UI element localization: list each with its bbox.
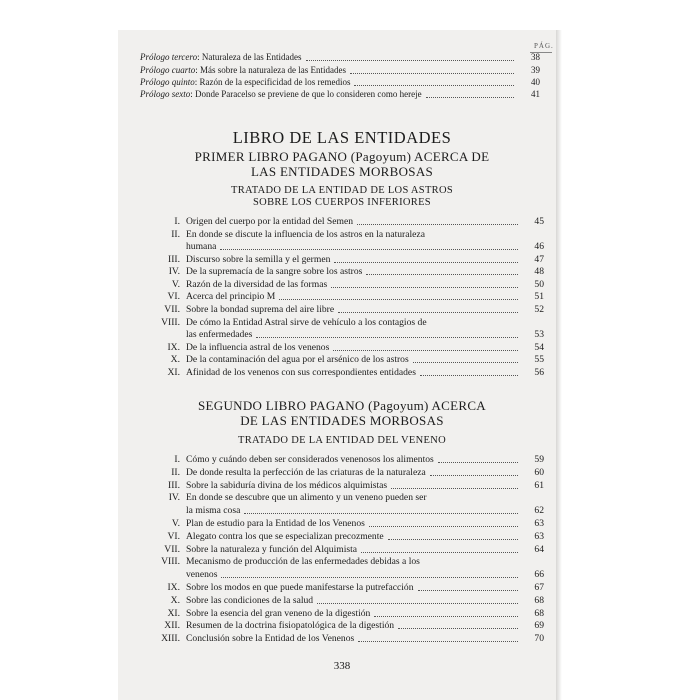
chapter-title: Resumen de la doctrina fisiopatológica de la digestión: [186, 620, 395, 632]
prologue-label: Prólogo tercero: [140, 52, 198, 62]
chapter-row: [140, 569, 544, 581]
leader-dots: [317, 603, 518, 604]
chapter-numeral: IV.: [168, 492, 180, 504]
page-column-label: PÁG.: [534, 42, 554, 50]
prologue-title: [140, 77, 350, 88]
chapter-page-number: 70: [534, 633, 544, 645]
prologue-label: Prólogo cuarto: [140, 65, 196, 75]
chapter-title: Discurso sobre la semilla y el germen: [186, 253, 331, 265]
chapter-page-number: 66: [534, 569, 544, 581]
prologue-text: : Razón de la especificidad de los remedios: [194, 77, 351, 87]
chapter-page-number: 63: [534, 530, 544, 542]
page-edge-shadow: [556, 30, 562, 700]
leader-dots: [391, 488, 518, 489]
chapter-title: De donde resulta la perfección de las criaturas de la naturaleza: [186, 466, 426, 478]
leader-dots: [374, 616, 518, 617]
chapter-row: [140, 454, 544, 466]
chapter-title: venenos: [186, 569, 218, 581]
prologue-label: Prólogo quinto: [140, 77, 195, 87]
chapter-row: [140, 544, 544, 556]
chapter-row: [140, 556, 544, 568]
chapter-row: [140, 467, 544, 479]
chapter-row: [140, 518, 544, 530]
chapter-title: Sobre las condiciones de la salud: [186, 594, 314, 606]
chapter-page-number: 60: [534, 466, 544, 478]
chapter-title: Sobre los modos en que puede manifestarse la putrefacción: [186, 582, 414, 593]
chapter-numeral: III.: [168, 253, 180, 265]
chapter-numeral: V.: [171, 278, 180, 290]
leader-dots: [398, 628, 518, 629]
chapter-title: Origen del cuerpo por la entidad del Semen: [186, 216, 354, 227]
chapter-page-number: 61: [534, 479, 544, 491]
chapter-numeral: X.: [170, 354, 180, 366]
chapter-numeral: IX.: [167, 582, 180, 593]
chapter-numeral: XI.: [167, 607, 180, 619]
chapter-page-number: 47: [534, 253, 544, 265]
chapter-title: Cómo y cuándo deben ser considerados venenosos los alimentos: [186, 454, 434, 465]
chapter-title: Conclusión sobre la Entidad de los Venenos: [186, 633, 355, 645]
page-number: 338: [333, 660, 351, 672]
chapter-page-number: 63: [534, 518, 544, 529]
chapter-row: [140, 329, 544, 341]
chapter-title: las enfermedades: [186, 329, 253, 340]
chapter-row: [140, 633, 544, 645]
prologue-page-number: 41: [531, 89, 540, 99]
chapter-row: [140, 317, 544, 329]
chapter-numeral: II.: [171, 466, 180, 478]
chapter-title: humana: [186, 241, 217, 252]
prologue-label: Prólogo sexto: [140, 89, 191, 99]
prologue-page-number: 38: [531, 52, 540, 62]
chapter-page-number: 46: [534, 241, 544, 252]
leader-dots: [369, 526, 518, 527]
chapter-numeral: VIII.: [161, 556, 180, 568]
leader-dots: [279, 299, 518, 300]
part2-title-line2: DE LAS ENTIDADES MORBOSAS: [240, 413, 444, 428]
chapter-title: Sobre la naturaleza y función del Alquimista: [186, 543, 358, 555]
chapter-numeral: XI.: [167, 366, 180, 378]
chapter-numeral: III.: [168, 479, 180, 491]
chapter-page-number: 48: [534, 266, 544, 278]
leader-dots: [413, 362, 518, 363]
leader-dots: [338, 312, 518, 313]
chapter-page-number: 64: [534, 543, 544, 555]
chapter-title: En donde se descubre que un alimento y un veneno pueden ser: [186, 492, 427, 504]
chapter-row: [140, 595, 544, 607]
chapter-title: Acerca del principio M: [186, 291, 276, 303]
chapter-page-number: 59: [534, 454, 544, 465]
chapter-numeral: II.: [171, 228, 180, 240]
chapter-page-number: 55: [534, 354, 544, 366]
chapter-numeral: I.: [174, 454, 180, 465]
chapter-numeral: VI.: [167, 291, 180, 303]
prologue-title: [140, 65, 346, 76]
chapter-row: [140, 229, 544, 241]
prologue-row: [140, 89, 544, 100]
chapter-page-number: 51: [534, 291, 544, 303]
chapter-title: Sobre la esencia del gran veneno de la digestión: [186, 607, 371, 619]
chapter-title: De la supremacía de la sangre sobre los astros: [186, 266, 363, 278]
leader-dots: [306, 60, 514, 61]
leader-dots: [366, 274, 518, 275]
leader-dots: [438, 462, 518, 463]
leader-dots: [388, 539, 518, 540]
chapter-numeral: VII.: [164, 543, 180, 555]
leader-dots: [354, 85, 514, 86]
part2-treatise-line1: TRATADO DE LA ENTIDAD DEL VENENO: [238, 435, 446, 446]
book-page: [118, 30, 556, 700]
prologue-text: : Naturaleza de las Entidades: [197, 52, 302, 62]
chapter-numeral: V.: [171, 518, 180, 529]
chapter-title: De la contaminación del agua por el arsénico de los astros: [186, 354, 409, 366]
prologue-title: [140, 89, 422, 100]
leader-dots: [426, 97, 514, 98]
leader-dots: [418, 590, 518, 591]
leader-dots: [256, 337, 518, 338]
chapter-page-number: 54: [534, 341, 544, 353]
chapter-title: Razón de la diversidad de las formas: [186, 278, 328, 290]
chapter-title: En donde se discute la influencia de los astros en la naturaleza: [186, 228, 425, 240]
chapter-title: Afinidad de los venenos con sus correspondientes entidades: [186, 366, 416, 378]
chapter-page-number: 52: [534, 304, 544, 315]
chapter-title: Sobre la bondad suprema del aire libre: [186, 304, 335, 315]
chapter-page-number: 68: [534, 594, 544, 606]
chapter-numeral: I.: [174, 216, 180, 227]
chapter-row: [140, 241, 544, 253]
chapter-row: [140, 531, 544, 543]
chapter-row: [140, 367, 544, 379]
chapter-title: Mecanismo de producción de las enfermedades debidas a los: [186, 556, 420, 568]
prologue-text: : Más sobre la naturaleza de las Entidades: [195, 65, 346, 75]
chapter-title: Sobre la sabiduría divina de los médicos alquimistas: [186, 479, 388, 491]
chapter-row: [140, 342, 544, 354]
chapter-numeral: IX.: [167, 341, 180, 353]
chapter-numeral: VII.: [164, 304, 180, 315]
leader-dots: [334, 262, 518, 263]
prologue-row: [140, 77, 544, 88]
chapter-row: [140, 582, 544, 594]
leader-dots: [430, 475, 518, 476]
chapter-title: Alegato contra los que se especializan precozmente: [186, 530, 384, 542]
chapter-row: [140, 266, 544, 278]
chapter-page-number: 68: [534, 607, 544, 619]
leader-dots: [244, 513, 518, 514]
chapter-numeral: XIII.: [161, 633, 180, 645]
leader-dots: [331, 287, 518, 288]
part1-title-line1: PRIMER LIBRO PAGANO (Pagoyum) ACERCA DE: [194, 149, 490, 164]
leader-dots: [333, 350, 518, 351]
chapter-title: De cómo la Entidad Astral sirve de vehículo a los contagios de: [186, 316, 427, 328]
chapter-title: De la influencia astral de los venenos: [186, 341, 330, 353]
leader-dots: [221, 577, 518, 578]
leader-dots: [358, 641, 518, 642]
leader-dots: [357, 224, 518, 225]
chapter-row: [140, 304, 544, 316]
chapter-numeral: IV.: [168, 266, 180, 278]
chapter-row: [140, 480, 544, 492]
chapter-page-number: 53: [534, 329, 544, 340]
chapter-row: [140, 216, 544, 228]
chapter-page-number: 62: [534, 505, 544, 517]
chapter-title: la misma cosa: [186, 505, 241, 517]
chapter-title: Plan de estudio para la Entidad de los Venenos: [186, 518, 365, 529]
leader-dots: [350, 73, 514, 74]
leader-dots: [420, 375, 518, 376]
part1-title-line2: LAS ENTIDADES MORBOSAS: [250, 164, 434, 179]
chapter-page-number: 56: [534, 366, 544, 378]
chapter-row: [140, 354, 544, 366]
chapter-row: [140, 291, 544, 303]
prologue-row: [140, 65, 544, 76]
leader-dots: [220, 249, 518, 250]
leader-dots: [361, 552, 518, 553]
prologue-page-number: 40: [531, 77, 540, 87]
book-title: LIBRO DE LAS ENTIDADES: [232, 128, 452, 147]
prologue-title: [140, 52, 302, 63]
chapter-row: [140, 279, 544, 291]
prologue-row: [140, 52, 544, 63]
part1-treatise-line2: SOBRE LOS CUERPOS INFERIORES: [253, 197, 431, 208]
chapter-row: [140, 608, 544, 620]
chapter-row: [140, 505, 544, 517]
chapter-page-number: 67: [534, 582, 544, 593]
prologue-text: : Donde Paracelso se previene de que lo consideren como hereje: [190, 89, 422, 99]
prologue-page-number: 39: [531, 65, 540, 75]
chapter-numeral: VI.: [167, 530, 180, 542]
chapter-numeral: XII.: [164, 620, 180, 632]
chapter-numeral: X.: [170, 594, 180, 606]
part2-title-line1: SEGUNDO LIBRO PAGANO (Pagoyum) ACERCA: [198, 398, 486, 413]
chapter-page-number: 50: [534, 278, 544, 290]
chapter-page-number: 69: [534, 620, 544, 632]
chapter-row: [140, 254, 544, 266]
chapter-page-number: 45: [534, 216, 544, 227]
chapter-row: [140, 620, 544, 632]
chapter-numeral: VIII.: [161, 316, 180, 328]
chapter-row: [140, 492, 544, 504]
part1-treatise-line1: TRATADO DE LA ENTIDAD DE LOS ASTROS: [231, 185, 453, 196]
